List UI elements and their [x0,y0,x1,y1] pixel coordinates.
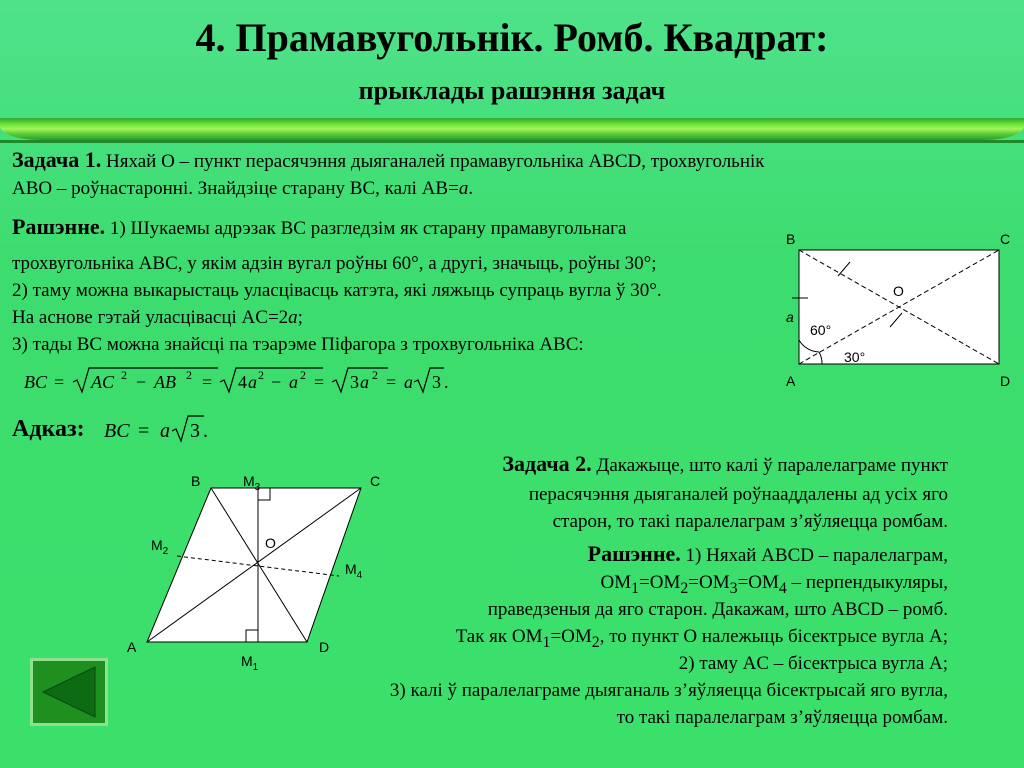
task2-solution-text-6: 3) калі ў паралелаграме дыяганаль з’яўляецца бісектрысай яго вугла, [389,680,948,701]
task1-solution-text-2: трохвугольніка ABC, у якім адзін вугал роўны 60°, а другі, значыць, роўны 30°; [12,253,657,274]
page-title: 4. Прамавугольнік. Ромб. Квадрат: [195,15,829,60]
label-m2: $M_2$ [151,537,169,557]
answer-a: a [160,420,170,442]
task2-solution-text-7: то такі паралелаграм з’яўляецца ромбам. [616,707,948,728]
task1-statement-1: Няхай О – пункт перасячэння дыяганалей прамавугольніка ABCD, трохвугольнік [106,151,765,172]
task1-solution-text-5: 3) тады BC можна знайсці па тэарэме Піфагора з трохвугольніка ABC: [12,334,584,355]
header-divider-line [0,140,1024,143]
formula-a2: a [289,372,298,392]
task1-solution-line1 [12,213,626,242]
task1-formula [18,362,458,398]
task2-solution-line1 [588,540,948,569]
label-a-2: A [127,639,137,655]
formula-dot: . [444,372,449,392]
task2-statement-3: старон, то такі паралелаграм з’яўляецца ромбам. [552,511,948,532]
task2-statement-1: Дакажыце, што калі ў паралелаграме пункт [596,455,948,476]
formula-a1: a [248,372,257,392]
task2-line1 [502,450,948,479]
label-o-2: O [265,535,276,551]
back-button[interactable] [30,658,108,726]
task1-line1 [12,146,765,175]
formula-eq4: = [386,372,397,392]
label-d: D [1000,373,1011,389]
formula-exp1: 2 [121,368,127,382]
formula-exp3: 2 [258,368,264,382]
label-a: A [786,373,796,389]
formula-ac: AC [91,372,115,392]
label-m4: $M_4$ [345,561,363,581]
formula-four: 4 [238,372,247,392]
formula-exp2: 2 [186,368,192,382]
rectangle-diagram [780,228,1020,394]
task2-solution-text-4: Так як $OM_1=OM_2$, то пункт O належыць бісектрысе вугла A; [455,626,948,651]
header-divider [0,118,1024,140]
task2-solution-text-5: 2) таму AC – бісектрыса вугла A; [678,653,948,674]
formula-exp5: 2 [372,368,378,382]
label-c-2: C [370,473,381,489]
label-m1: $M_1$ [241,653,259,673]
task1-solution-label: Рашэнне. [12,214,106,239]
formula-ab: AB [154,372,176,392]
formula-a3: a [360,372,369,392]
triangle-left-icon [33,661,105,723]
label-b-2: B [191,473,201,489]
task2-label: Задача 2. [502,451,592,476]
label-o: O [893,283,904,299]
task1-solution-text-4: На аснове гэтай уласцівасці AC=2 [12,307,289,328]
label-d-2: D [319,639,330,655]
task1-solution-text-1: 1) Шукаемы адрэзак BC разгледзім як старану прамавугольнага [109,218,627,239]
task2-solution-text-1: 1) Няхай ABCD – паралелаграм, [685,545,948,566]
task2-solution-text-2: $OM_1=OM_2=OM_3=OM_4$ – перпендыкуляры, [600,572,948,597]
formula-eq1: = [54,372,65,392]
formula-a4: a [404,372,413,392]
formula-minus1: − [136,372,147,392]
task1-var-a: a [458,178,469,199]
task1-solution-text-4-end: ; [297,307,303,328]
label-angle-30: 30° [844,349,866,365]
task1-statement-2: ABO – роўнастаронні. Знайдзіце старану BC, калі AB= [12,178,459,199]
label-m3: $M_3$ [243,473,261,493]
label-side-a: a [786,309,794,325]
answer-formula [100,410,240,446]
task1-var-a2: a [288,307,298,328]
formula-three2: 3 [432,372,441,392]
answer-three: 3 [190,420,200,442]
label-c: C [1000,231,1011,247]
parallelogram-diagram [125,468,395,678]
label-angle-60: 60° [810,322,832,338]
task1-solution-line4 [12,304,303,331]
task1-solution-text-3: 2) таму можна выкарыстаць уласцівасць катэта, які ляжыць супраць вугла ў 30°. [12,280,662,301]
task2-solution-text-3: праведзеныя да яго старон. Дакажам, што ABCD – ромб. [487,599,948,620]
label-b: B [786,231,796,247]
task1-line2 [12,175,473,202]
answer-bc: BC [104,420,130,442]
task2-solution-label: Рашэнне. [587,541,681,566]
formula-three: 3 [350,372,359,392]
formula-bc: BC [24,372,48,392]
task2-statement-2: перасячэння дыяганалей роўнааддалены ад усіх яго [528,484,948,505]
page-subtitle: прыклады рашэння задач [358,76,666,105]
formula-exp4: 2 [300,368,306,382]
answer-dot: . [203,420,208,442]
answer-label: Адказ: [12,416,85,442]
formula-eq3: = [314,372,325,392]
task1-statement-2-end: . [468,178,474,199]
formula-eq2: = [202,372,213,392]
formula-minus2: − [271,372,282,392]
task1-label: Задача 1. [12,147,102,172]
answer-eq: = [138,420,150,442]
